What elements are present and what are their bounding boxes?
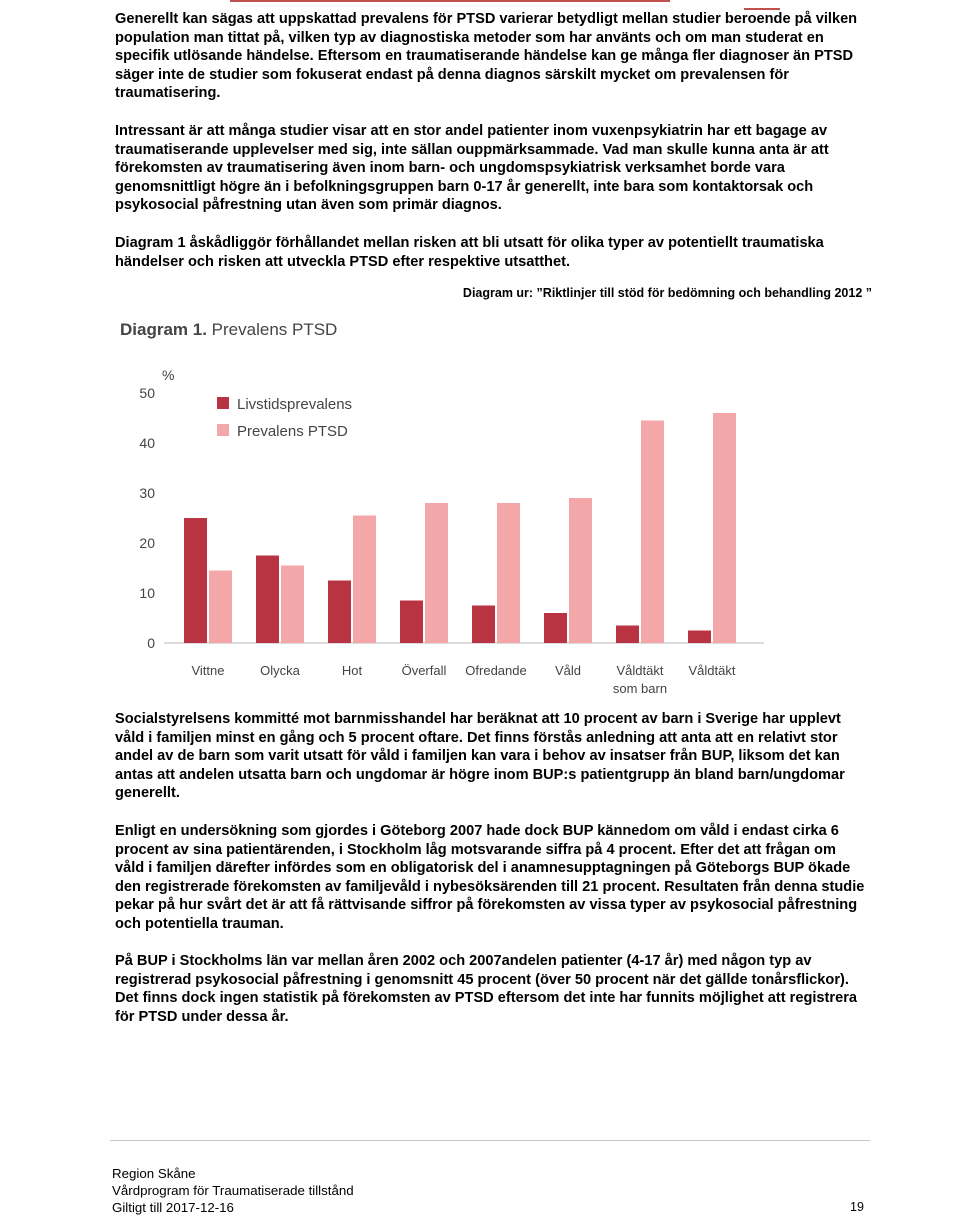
bar-ptsd: [641, 421, 664, 644]
bar-lifetime: [472, 606, 495, 644]
page-number: 19: [850, 1200, 864, 1214]
x-tick-label: Våld: [554, 663, 582, 678]
bar-lifetime: [688, 631, 711, 644]
bar-ptsd: [569, 498, 592, 643]
x-tick-label: Våldtäkt: [688, 663, 736, 678]
bar-ptsd: [713, 413, 736, 643]
y-tick-label: 20: [139, 535, 155, 551]
legend-label: Prevalens PTSD: [237, 423, 348, 440]
footer-program: Vårdprogram för Traumatiserade tillstånd: [112, 1183, 354, 1198]
x-tick-label: Olycka: [260, 663, 300, 678]
paragraph-diagram-intro: Diagram 1 åskådliggör förhållandet mellan risken att bli utsatt för olika typer av potentiellt traumatiska händelser och risken att utveckla PTSD efter respektive utsatthet.: [115, 235, 824, 270]
x-tick-label: Hot: [341, 663, 363, 678]
paragraph-gothenburg: Enligt en undersökning som gjordes i Göteborg 2007 hade dock BUP kännedom om våld i endast cirka 6 procent av sina patientärenden, i Stockholm låg motsvarande siffra på 4 procent. Efter det att frågan om våld i familjen därefter infördes som en obligatorisk del i anamnesupptagningen på Göteborgs BUP ökade den registrerade förekomsten av familjevåld i nybesöksärenden till 21 procent. Resultaten från denna studie pekar på hur svårt det är att få rättvisande siffror på förekomsten av vissa typer av psykosocial påfrestning och potentiella trauman.: [115, 823, 865, 932]
x-tick-label: Vittne: [191, 663, 225, 678]
diagram-source: Diagram ur: ”Riktlinjer till stöd för bedömning och behandling 2012 ”: [462, 286, 872, 300]
paragraph-committee: Socialstyrelsens kommitté mot barnmisshandel har beräknat att 10 procent av barn i Sverige har upplevt våld i familjen minst en gång och 5 procent oftare. Det finns förstås anledning att anta att en relativt stor andel av de barn som varit utsatt för våld i familjen kan vara i behov av insatser från BUP, liksom det kan antas att andelen utsatta barn och ungdomar är högre inom BUP:s patientgrupp än bland barn/ungdomar generellt.: [115, 711, 845, 802]
y-tick-label: 10: [139, 585, 155, 601]
bar-lifetime: [544, 613, 567, 643]
x-tick-label: Ofredande: [465, 663, 527, 678]
bar-lifetime: [400, 601, 423, 644]
paragraph-prevalence: Generellt kan sägas att uppskattad prevalens för PTSD varierar betydligt mellan studier beroende på vilken population man tittat på, vilken typ av diagnostiska metoder som har använts och om man studerat en specifik utlösande händelse. Eftersom en traumatiserande händelse kan ge många fler diagnoser än PTSD säger inte de studier som fokuserat endast på denna diagnos särskilt mycket om prevalensen för traumatisering.: [115, 11, 858, 102]
footer-rule: [110, 1140, 870, 1141]
bar-ptsd: [209, 571, 232, 644]
bar-ptsd: [425, 503, 448, 643]
chart-title-text: Prevalens PTSD: [211, 320, 338, 339]
bar-lifetime: [184, 518, 207, 643]
paragraph-stockholm: På BUP i Stockholms län var mellan åren 2002 och 2007andelen patienter (4-17 år) med någon typ av registrerad psykosocial påfrestning i genomsnitt 45 procent (över 50 procent när det gällde tonårsflickor). Det finns dock ingen statistik på förekomsten av PTSD eftersom det inte har funnits möjlighet att registrera för PTSD under dessa år.: [115, 953, 857, 1025]
y-axis-unit: %: [162, 367, 175, 383]
y-tick-label: 50: [139, 385, 155, 401]
header-rule: [230, 0, 670, 2]
footer-region: Region Skåne: [112, 1166, 196, 1181]
legend-label: Livstidsprevalens: [237, 396, 353, 413]
legend-swatch: [217, 424, 229, 436]
prevalence-chart: [100, 360, 780, 705]
chart-title-label: Diagram 1.: [120, 320, 207, 339]
bar-ptsd: [497, 503, 520, 643]
x-tick-label: Våldtäkt: [616, 663, 664, 678]
footer-validity: Giltigt till 2017-12-16: [112, 1200, 234, 1215]
paragraph-adult-psychiatry: Intressant är att många studier visar att en stor andel patienter inom vuxenpsykiatrin har ett bagage av traumatiserande upplevelser med sig, inte sällan ouppmärksammade. Vad man skulle kunna anta är att förekomsten av traumatisering även inom barn- och ungdomspsykiatrisk verksamhet borde vara genomsnittligt högre än i befolkningsgruppen barn 0-17 år generellt, inte bara som kontaktorsak och psykosocial påfrestning utan även som primär diagnos.: [115, 123, 829, 214]
bar-ptsd: [353, 516, 376, 644]
x-tick-label: Överfall: [401, 663, 447, 678]
bar-lifetime: [328, 581, 351, 644]
x-tick-label-line2: som barn: [612, 681, 668, 696]
bar-ptsd: [281, 566, 304, 644]
legend-swatch: [217, 397, 229, 409]
bar-lifetime: [256, 556, 279, 644]
y-tick-label: 0: [147, 635, 155, 651]
y-tick-label: 30: [139, 485, 155, 501]
bar-lifetime: [616, 626, 639, 644]
chart-title: [120, 320, 337, 340]
y-tick-label: 40: [139, 435, 155, 451]
